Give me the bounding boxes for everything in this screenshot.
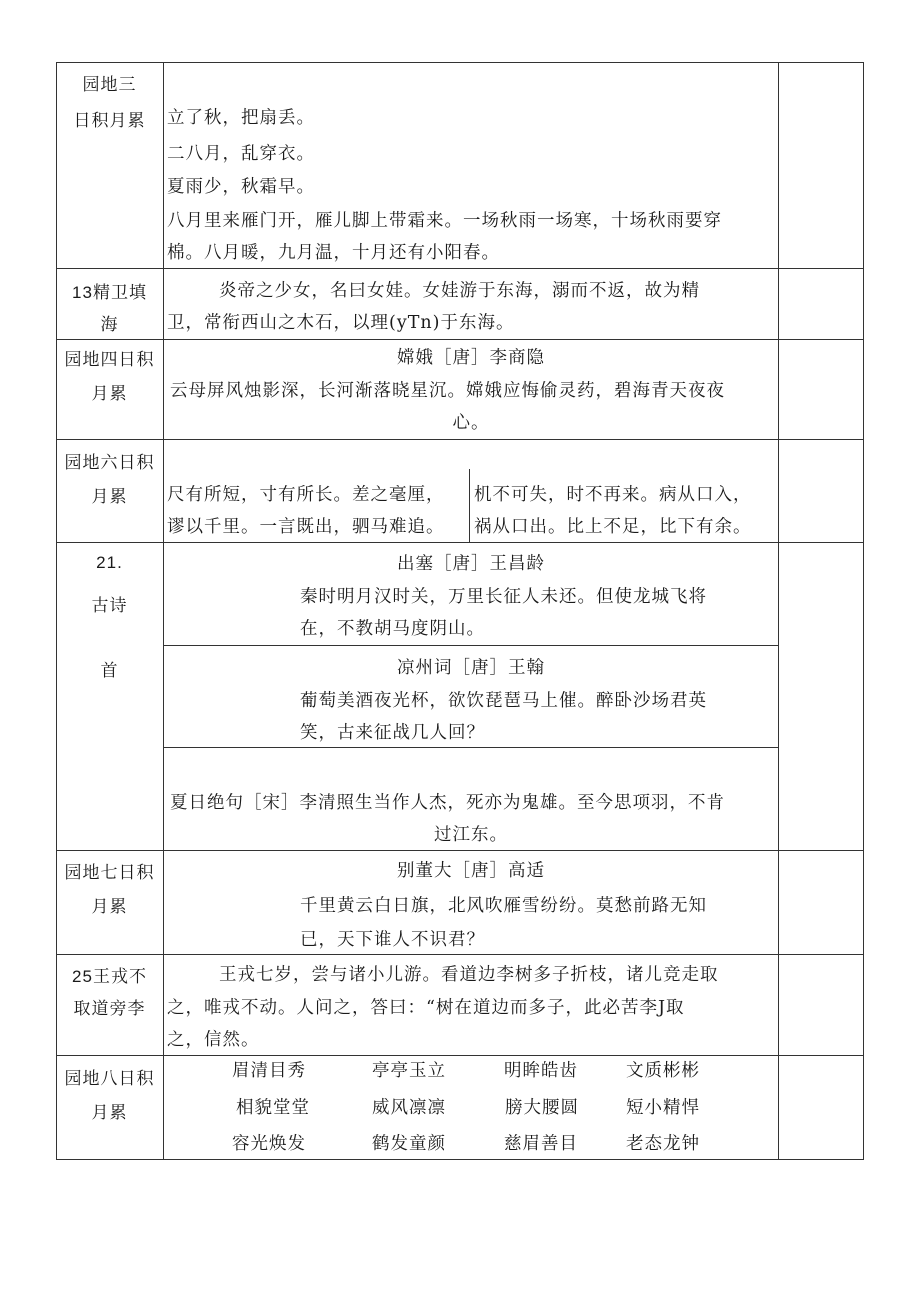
row-divider xyxy=(56,954,864,955)
text-line: 秦时明月汉时关，万里长征人未还。但使龙城飞将 xyxy=(300,587,707,607)
text-line: 机不可失，时不再来。病从口入， xyxy=(474,485,752,505)
label-line: 海 xyxy=(100,315,119,335)
text-line: 已，天下谁人不识君？ xyxy=(300,930,485,950)
idiom: 明眸皓齿 xyxy=(504,1061,578,1081)
label-line xyxy=(56,966,163,988)
lesson-number: 13 xyxy=(72,283,93,302)
cell-split-divider xyxy=(469,469,470,542)
text-line: 谬以千里。一言既出，驷马难追。 xyxy=(167,517,445,537)
text-line: 祸从口出。比上不足，比下有余。 xyxy=(474,517,752,537)
row-divider xyxy=(56,542,864,543)
row-divider xyxy=(56,268,864,269)
poem-title: 出塞［唐］王昌龄 xyxy=(397,554,545,574)
label-line: 园地七日积 xyxy=(64,863,155,883)
column-divider-extra xyxy=(778,62,779,1160)
label-line: 月累 xyxy=(91,897,128,917)
text-line: 尺有所短，寸有所长。差之毫厘， xyxy=(167,485,445,505)
text-line: 之，唯戎不动。人问之，答曰：“树在道边而多子，此必苦李J取 xyxy=(167,998,685,1018)
text-line: 八月里来雁门开，雁儿脚上带霜来。一场秋雨一场寒，十场秋雨要穿 xyxy=(167,211,722,231)
label-line: 古诗 xyxy=(91,596,128,616)
label-line xyxy=(56,282,163,304)
text-line: 卫，常衔西山之木石，以理(yTn)于东海。 xyxy=(167,313,515,333)
text-line: 在，不教胡马度阴山。 xyxy=(300,619,485,639)
inner-row-divider xyxy=(163,747,779,748)
lesson-number: 25 xyxy=(72,967,93,986)
idiom: 眉清目秀 xyxy=(232,1061,306,1081)
text-line: 葡萄美酒夜光杯，欲饮琵琶马上催。醉卧沙场君英 xyxy=(300,691,707,711)
inner-row-divider xyxy=(163,645,779,646)
idiom: 威风凛凛 xyxy=(372,1098,446,1118)
column-divider-label xyxy=(163,62,164,1160)
idiom: 相貌堂堂 xyxy=(236,1098,310,1118)
text-line: 云母屏风烛影深，长河渐落晓星沉。嫦娥应悔偷灵药，碧海青天夜夜 xyxy=(170,381,725,401)
table-border-right xyxy=(863,62,864,1160)
idiom: 鹤发童颜 xyxy=(372,1134,446,1154)
idiom: 膀大腰圆 xyxy=(505,1098,579,1118)
poem-title: 凉州词［唐］王翰 xyxy=(397,658,545,678)
text-line: 二八月，乱穿衣。 xyxy=(167,144,315,164)
label-line: 园地四日积 xyxy=(64,350,155,370)
label-line: 园地三 xyxy=(82,75,137,95)
table-border-bottom xyxy=(56,1159,864,1160)
label-line: 月累 xyxy=(91,1103,128,1123)
label-line: 取道旁李 xyxy=(73,999,146,1019)
lesson-title: 精卫填 xyxy=(92,283,147,303)
lesson-title: 王戎不 xyxy=(92,967,147,987)
text-line: 之，信然。 xyxy=(167,1030,260,1050)
idiom: 老态龙钟 xyxy=(626,1134,700,1154)
row-divider xyxy=(56,339,864,340)
lesson-number: 21. xyxy=(96,553,123,572)
text-line: 炎帝之少女，名曰女娃。女娃游于东海，溺而不返，故为精 xyxy=(219,281,700,301)
text-line: 夏日绝句［宋］李清照生当作人杰，死亦为鬼雄。至今思项羽，不肯 xyxy=(170,793,725,813)
label-line: 园地八日积 xyxy=(64,1069,155,1089)
poem-title: 别董大［唐］高适 xyxy=(397,861,545,881)
row-divider xyxy=(56,850,864,851)
idiom: 慈眉善目 xyxy=(504,1134,578,1154)
label-line: 月累 xyxy=(91,384,128,404)
poem-title: 嫦娥［唐］李商隐 xyxy=(397,348,545,368)
text-line: 过江东。 xyxy=(434,825,508,845)
text-line: 王戎七岁，尝与诸小儿游。看道边李树多子折枝，诸儿竞走取 xyxy=(219,965,719,985)
text-line: 心。 xyxy=(452,413,490,433)
idiom: 亭亭玉立 xyxy=(372,1061,446,1081)
label-line: 园地六日积 xyxy=(64,453,155,473)
text-line: 立了秋，把扇丢。 xyxy=(167,108,315,128)
idiom: 容光焕发 xyxy=(232,1134,306,1154)
idiom: 文质彬彬 xyxy=(626,1061,700,1081)
idiom: 短小精悍 xyxy=(626,1098,700,1118)
label-line: 月累 xyxy=(91,487,128,507)
row-divider xyxy=(56,1055,864,1056)
text-line: 笑，古来征战几人回？ xyxy=(300,723,485,743)
text-line: 棉。八月暖，九月温，十月还有小阳春。 xyxy=(167,243,500,263)
text-line: 千里黄云白日旗，北风吹雁雪纷纷。莫愁前路无知 xyxy=(300,896,707,916)
text-line: 夏雨少，秋霜早。 xyxy=(167,177,315,197)
table-border-top xyxy=(56,62,864,63)
row-divider xyxy=(56,439,864,440)
label-line: 日积月累 xyxy=(73,111,146,131)
label-line: 首 xyxy=(100,661,119,681)
